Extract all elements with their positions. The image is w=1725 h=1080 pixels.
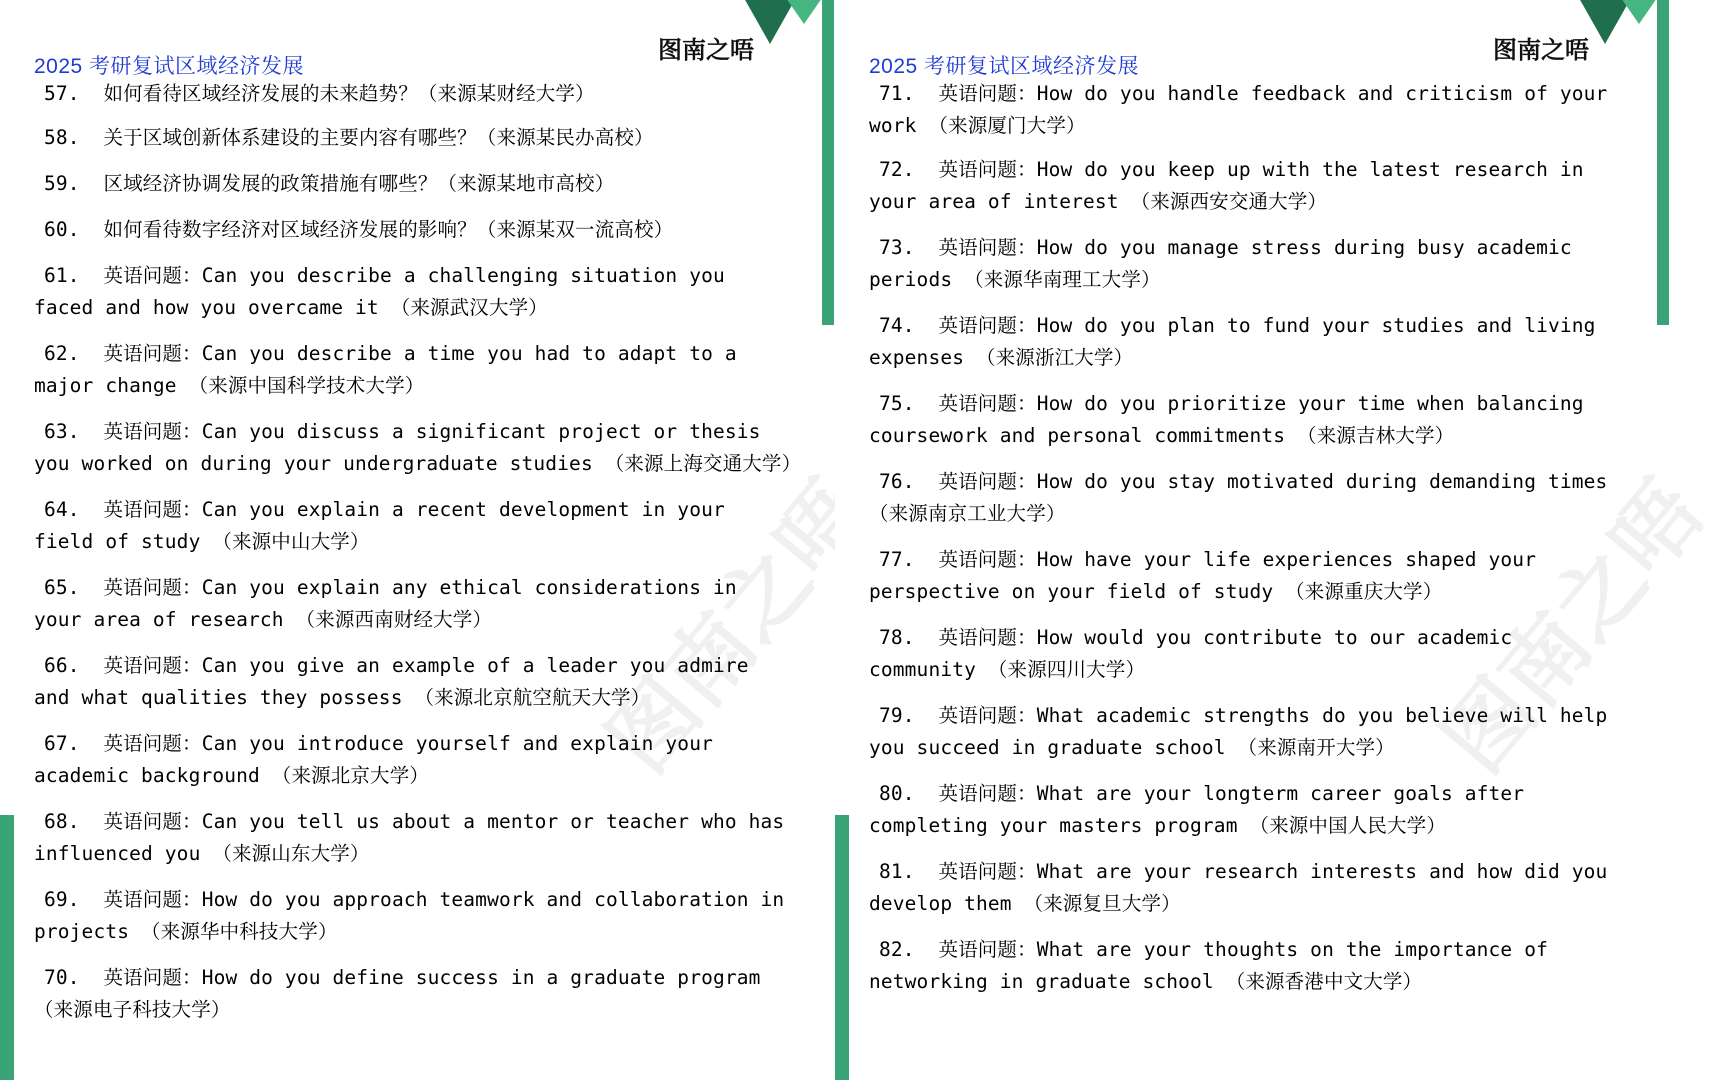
question-item: [34, 650, 794, 714]
question-number: 77.: [879, 548, 915, 571]
question-item: [869, 232, 1629, 296]
question-number: 81.: [879, 860, 915, 883]
question-text: 英语问题：Can you discuss a significant project or thesis you worked on during your undergraduate studies （来源上海交通大学）: [34, 420, 802, 475]
question-item: [869, 154, 1629, 218]
question-number: 63.: [44, 420, 80, 443]
question-text: 英语问题：Can you describe a time you had to adapt to a major change （来源中国科学技术大学）: [34, 342, 737, 397]
question-number: 64.: [44, 498, 80, 521]
question-text: 英语问题：How would you contribute to our academic community （来源四川大学）: [869, 626, 1513, 681]
question-item: [34, 728, 794, 792]
question-text: 英语问题：How do you define success in a graduate program （来源电子科技大学）: [34, 966, 761, 1021]
document-page-right: [835, 0, 1721, 1080]
question-item: [34, 338, 794, 402]
question-number: 71.: [879, 82, 915, 105]
question-item: [34, 122, 794, 154]
question-number: 68.: [44, 810, 80, 833]
question-list-left: [34, 78, 802, 1040]
question-text: 英语问题：What are your longterm career goals after completing your masters program （来源中国人民大学）: [869, 782, 1525, 837]
question-item: [869, 78, 1629, 142]
question-item: [869, 310, 1629, 374]
question-item: [34, 214, 794, 246]
green-edge-stripe-bottom: [835, 815, 849, 1080]
question-number: 59.: [44, 172, 80, 195]
question-text: 关于区域创新体系建设的主要内容有哪些？（来源某民办高校）: [103, 126, 654, 149]
question-item: [869, 544, 1629, 608]
question-number: 82.: [879, 938, 915, 961]
watermark: 图南之唔: [590, 464, 886, 790]
question-item: [34, 572, 794, 636]
question-number: 62.: [44, 342, 80, 365]
question-text: 如何看待数字经济对区域经济发展的影响？（来源某双一流高校）: [103, 218, 674, 241]
green-edge-stripe: [822, 0, 834, 325]
green-edge-stripe-bottom: [0, 815, 14, 1080]
question-item: [869, 856, 1629, 920]
question-item: [869, 466, 1629, 530]
watermark: 图南之唔: [1425, 464, 1721, 790]
question-number: 72.: [879, 158, 915, 181]
green-edge-stripe: [1657, 0, 1669, 325]
question-number: 70.: [44, 966, 80, 989]
question-item: [34, 806, 794, 870]
question-text: 英语问题：Can you describe a challenging situation you faced and how you overcame it （来源武汉大学）: [34, 264, 725, 319]
question-number: 65.: [44, 576, 80, 599]
question-item: [34, 962, 794, 1026]
question-item: [34, 494, 794, 558]
question-number: 79.: [879, 704, 915, 727]
brand-logo-text: 图南之唔: [658, 37, 754, 64]
question-item: [34, 78, 794, 110]
question-text: 英语问题：How do you stay motivated during demanding times （来源南京工业大学）: [869, 470, 1608, 525]
question-item: [869, 622, 1629, 686]
question-text: 英语问题：Can you introduce yourself and explain your academic background （来源北京大学）: [34, 732, 713, 787]
brand-logo-text: 图南之唔: [1493, 37, 1589, 64]
question-text: 英语问题：How do you plan to fund your studies and living expenses （来源浙江大学）: [869, 314, 1596, 369]
question-item: [869, 934, 1629, 998]
question-text: 英语问题：How have your life experiences shaped your perspective on your field of study （来源重庆大学）: [869, 548, 1537, 603]
question-number: 66.: [44, 654, 80, 677]
question-item: [869, 700, 1629, 764]
question-number: 73.: [879, 236, 915, 259]
question-text: 区域经济协调发展的政策措施有哪些？（来源某地市高校）: [103, 172, 615, 195]
question-text: 英语问题：Can you explain any ethical considerations in your area of research （来源西南财经大学）: [34, 576, 737, 631]
question-number: 76.: [879, 470, 915, 493]
question-text: 英语问题：How do you keep up with the latest research in your area of interest （来源西安交通大学）: [869, 158, 1584, 213]
question-text: 英语问题：Can you explain a recent development in your field of study （来源中山大学）: [34, 498, 725, 553]
question-number: 80.: [879, 782, 915, 805]
question-item: [34, 260, 794, 324]
question-item: [869, 778, 1629, 842]
question-item: [34, 884, 794, 948]
question-item: [34, 168, 794, 200]
question-text: 如何看待区域经济发展的未来趋势？（来源某财经大学）: [103, 82, 595, 105]
question-text: 英语问题：What are your thoughts on the importance of networking in graduate school （来源香港中文大学）: [869, 938, 1548, 993]
question-number: 74.: [879, 314, 915, 337]
question-number: 61.: [44, 264, 80, 287]
question-number: 60.: [44, 218, 80, 241]
question-number: 69.: [44, 888, 80, 911]
corner-decoration-light: [786, 0, 822, 24]
question-text: 英语问题：How do you handle feedback and criticism of your work （来源厦门大学）: [869, 82, 1608, 137]
question-text: 英语问题：Can you give an example of a leader you admire and what qualities they possess （来源北京航空航天大学）: [34, 654, 749, 709]
question-item: [34, 416, 802, 480]
question-text: 英语问题：What academic strengths do you believe will help you succeed in graduate school （来源南开大学）: [869, 704, 1608, 759]
question-number: 57.: [44, 82, 80, 105]
question-number: 75.: [879, 392, 915, 415]
question-number: 78.: [879, 626, 915, 649]
question-number: 67.: [44, 732, 80, 755]
question-number: 58.: [44, 126, 80, 149]
page-title: 2025 考研复试区域经济发展: [869, 55, 1140, 78]
question-text: 英语问题：What are your research interests and how did you develop them （来源复旦大学）: [869, 860, 1608, 915]
question-text: 英语问题：How do you manage stress during busy academic periods （来源华南理工大学）: [869, 236, 1572, 291]
question-text: 英语问题：Can you tell us about a mentor or teacher who has influenced you （来源山东大学）: [34, 810, 785, 865]
corner-decoration-light: [1621, 0, 1657, 24]
question-list-right: [869, 78, 1629, 1012]
question-item: [869, 388, 1629, 452]
page-title: 2025 考研复试区域经济发展: [34, 55, 305, 78]
question-text: 英语问题：How do you prioritize your time when balancing coursework and personal commitments （来源吉林大学）: [869, 392, 1584, 447]
question-text: 英语问题：How do you approach teamwork and collaboration in projects （来源华中科技大学）: [34, 888, 785, 943]
